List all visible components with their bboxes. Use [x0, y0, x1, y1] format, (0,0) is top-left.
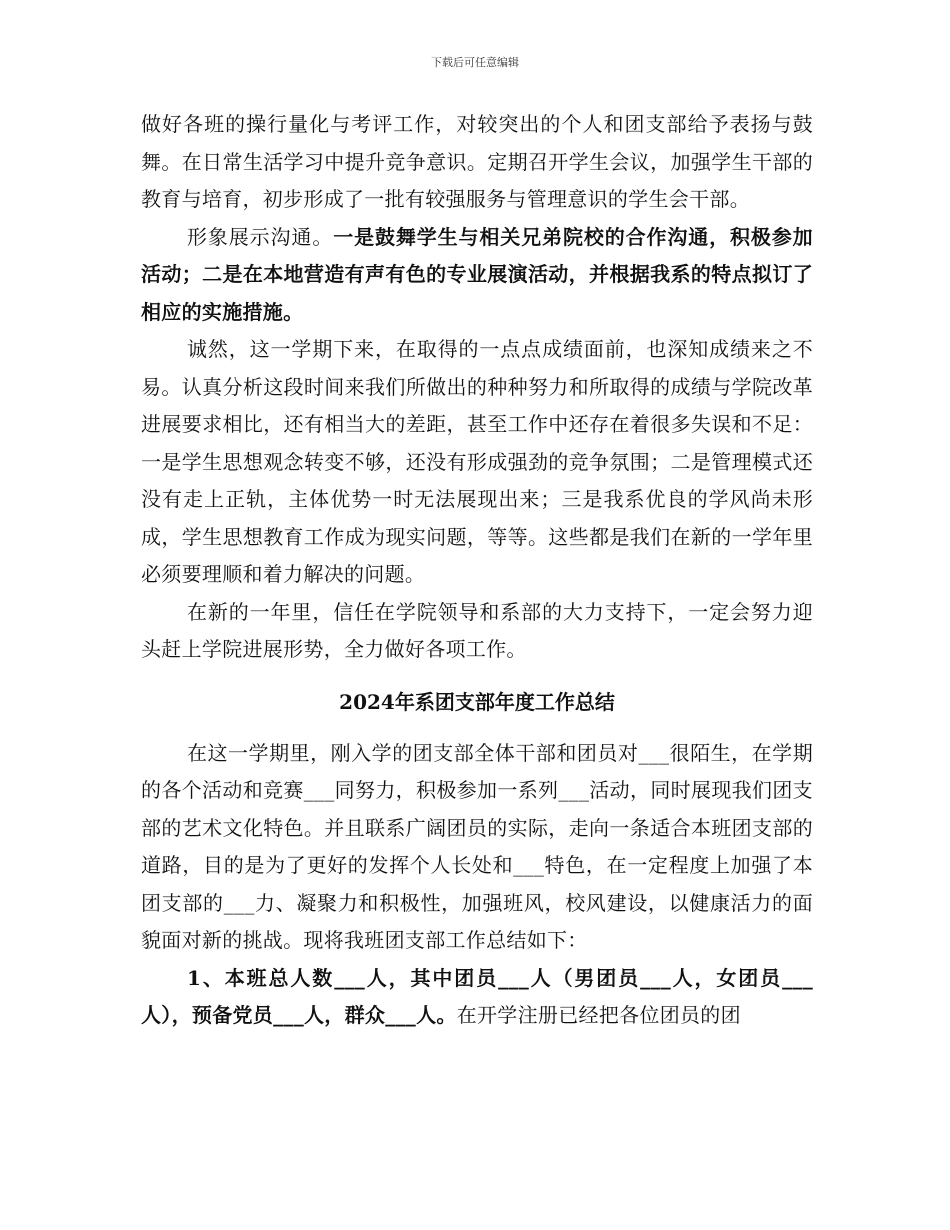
membership-rest-text: 在开学注册已经把各位团员的团 [456, 1003, 741, 1027]
paragraph-evaluation: 做好各班的操行量化与考评工作，对较突出的个人和团支部给予表扬与鼓舞。在日常生活学习中提升竞争意识。定期召开学生会议，加强学生干部的教育与培育，初步形成了一批有较强服务与管理意识的学生会干部。 [141, 112, 813, 211]
paragraph-outlook: 在新的一年里，信任在学院领导和系部的大力支持下，一定会努力迎头赶上学院进展形势，全力做好各项工作。 [141, 599, 813, 661]
membership-bold-text: 1、本班总人数___人，其中团员___人（男团员___人，女团员___人），预备党员___人，群众___人。 [141, 965, 813, 1027]
paragraph-lead-text: 形象展示沟通。 [187, 224, 334, 249]
section-title: 2024年系团支部年度工作总结 [339, 689, 615, 714]
paragraph-image-communication [141, 219, 813, 332]
paragraph-membership [141, 960, 813, 1035]
page-header: 下载后可任意编辑 [431, 56, 519, 69]
paragraph-intro: 在这一学期里，刚入学的团支部全体干部和团员对___很陌生，在学期的各个活动和竞赛___同努力，积极参加一系列___活动，同时展现我们团支部的艺术文化特色。并且联系广阔团员的实际，走向一条适合本班团支部的道路，目的是为了更好的发挥个人长处和___特色，在一定程度上加强了本团支部的___力、凝聚力和积极性，加强班风，校风建设，以健康活力的面貌面对新的挑战。现将我班团支部工作总结如下： [141, 740, 813, 952]
document-body [141, 106, 813, 1035]
paragraph-bold-text: 一是鼓舞学生与相关兄弟院校的合作沟通，积极参加活动；二是在本地营造有声有色的专业展演活动，并根据我系的特点拟订了相应的实施措施。 [141, 224, 813, 324]
paragraph-shortcomings: 诚然，这一学期下来，在取得的一点点成绩面前，也深知成绩来之不易。认真分析这段时间来我们所做出的种种努力和所取得的成绩与学院改革进展要求相比，还有相当大的差距，甚至工作中还存在着很多失误和不足：一是学生思想观念转变不够，还没有形成强劲的竞争氛围；二是管理模式还没有走上正轨，主体优势一时无法展现出来；三是我系优良的学风尚未形成，学生思想教育工作成为现实问题，等等。这些都是我们在新的一学年里必须要理顺和着力解决的问题。 [141, 337, 813, 586]
